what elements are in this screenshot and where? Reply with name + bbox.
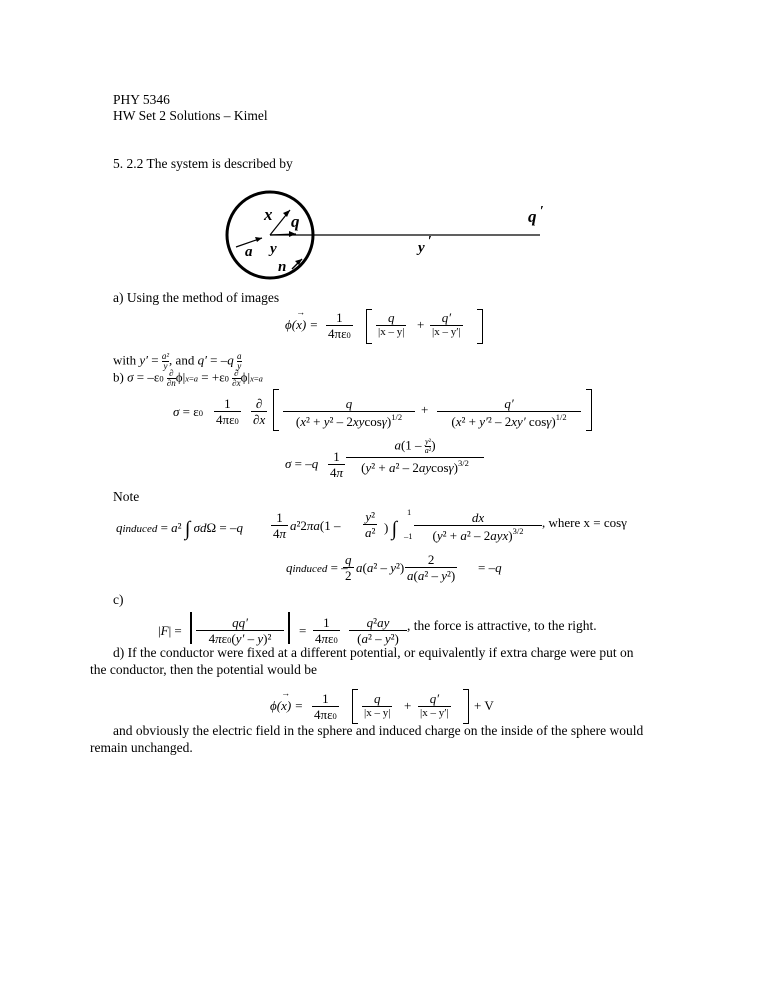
part-d-line-2: the conductor, then the potential would be [90,662,318,677]
part-b-line: b) σ = –ε0 ∂ ∂n ϕ|x=a = +ε0 ∂ ∂x ϕ|x=a [113,368,263,388]
part-a-with-line: with y′ = $\frac{\text{a²}}{y}$ , and q′ = –q $\frac{a}{y}$ [113,351,242,371]
sphere-diagram [220,185,560,285]
diagram-label-a: a [245,244,253,260]
svg-text:′: ′ [540,204,544,219]
diagram-label-y-prime: y [418,240,425,256]
final-line-1: and obviously the electric field in the sphere and induced charge on the inside of the sphere would [113,723,644,738]
document-page: PHY 5346 HW Set 2 Solutions – Kimel 5. 2.2 The system is described by x q a y n q ′ y ′ a) Using the method of images ϕ(x → ) = $\frac{1}{4\pi\varepsilon 0}$ q |x – y| + q′ |x – y′| with y′ = $\frac{\text{a²}}{y}$ , and q′ = –q $\frac{a}{y}$ b) σ = –ε0 ∂ ∂n ϕ|x=a = +ε0 ∂ ∂x ϕ|x=a σ = ε0 $\frac{1}{4\pi\varepsilon 0}$ ∂ ∂x $\frac{q}{(x^2 + y^2 - 2xycos\gamma)^{1/2}}$ + $\frac{q'}{(x^2 + y'^2 - 2xy' \cos\gamma)^{1/2}}$ σ = –q $\frac{1}{4\pi}$ a(1 – $\frac{\text{y²}}{\text{a²}}$ ) $(y^2 + a^2 - 2aycos\gamma)^{3/2}$ Note qinduced = a² ∫ σdΩ = –q $\frac{1}{4\pi}$ a²2πa(1 – $\frac{\text{y²}}{\text{a²}}$ ) ∫ 1 –1 dx $(y^2 + a^2 - 2ayx)^{3/2}$ , where x = cosγ qinduced = – $\frac{q}{2}$ a(a² – y²) $\frac{2}{\text{a(a² – y²)}}$ = –q c) |F| = $\frac{qq'}{\text{4πε0(y′ – y)²}}$ = $\frac{1}{4\pi\varepsilon 0}$ $\frac{\text{q²ay}}{\text{(a² – y²)}}$ , the force is attractive, to the right. d) If the conductor were fixed at a different potential, or equivalently if extra charge were put on the conductor, then the potential would be ϕ(x → ) = $\frac{1}{4\pi\varepsilon 0}$ q |x – y| + q′ |x – y′| + V and obviously the electric field in the sphere and induced charge on the inside of the sphere would remain unchanged. [90,92,644,755]
force-conclusion: , the force is attractive, to the right. [407,618,597,633]
final-line-2: remain unchanged. [90,740,193,755]
diagram-label-y: y [270,241,277,257]
diagram-label-x: x [264,205,273,224]
diagram-label-n: n [278,259,287,275]
diagram-label-q: q [291,212,300,231]
document-subtitle: HW Set 2 Solutions – Kimel [113,108,268,123]
problem-intro: 5. 2.2 The system is described by [113,156,293,171]
part-c-label: c) [113,592,124,607]
part-a-text: a) Using the method of images [113,290,280,305]
svg-text:′: ′ [428,234,432,249]
part-d-line-1: d) If the conductor were fixed at a different potential, or equivalently if extra charge were put on [113,645,634,660]
course-code: PHY 5346 [113,92,170,107]
note-label: Note [113,489,140,504]
diagram-label-q-prime: q [528,207,537,226]
